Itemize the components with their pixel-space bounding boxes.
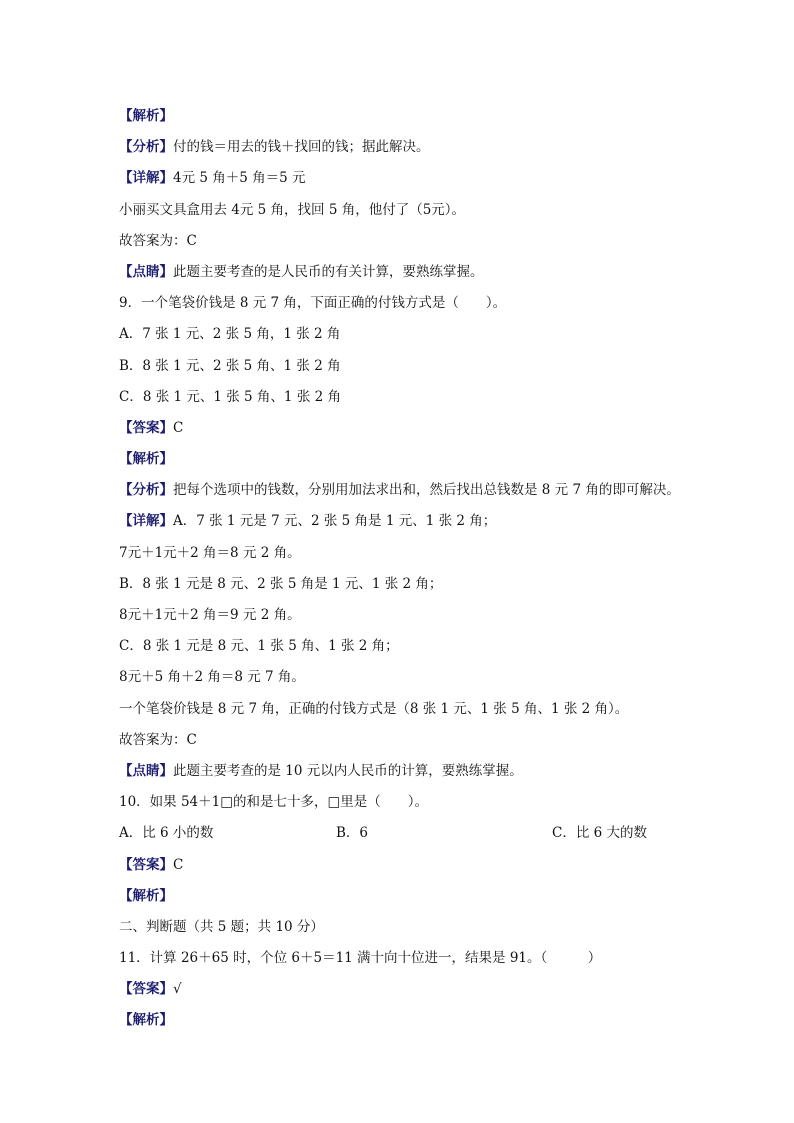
calc-line: 8元＋5 角＋2 角＝8 元 7 角。 xyxy=(119,669,305,686)
question-10-options xyxy=(119,818,709,849)
question-11: 11．计算 26＋65 时，个位 6＋5＝11 满十向十位进一，结果是 91。（ ） xyxy=(119,950,602,967)
question-9-option-c: C．8 张 1 元、1 张 5 角、1 张 2 角 xyxy=(119,388,341,405)
question-9: 9．一个笔袋价钱是 8 元 7 角，下面正确的付钱方式是（ ）。 xyxy=(119,295,507,312)
body-line: 小丽买文具盒用去 4元 5 角，找回 5 角，他付了（5元）。 xyxy=(119,201,466,218)
analysis-heading-1: 【解析】 xyxy=(119,108,173,124)
detail-line: 【详解】A．7 张 1 元是 7 元、2 张 5 角是 1 元、1 张 2 角； xyxy=(119,513,497,530)
question-10-option-a: A．比 6 小的数 xyxy=(119,825,214,842)
question-10-option-c: C．比 6 大的数 xyxy=(552,825,648,842)
detail-line: B．8 张 1 元是 8 元、2 张 5 角是 1 元、1 张 2 角； xyxy=(119,575,443,592)
analysis-heading-2: 【解析】 xyxy=(119,451,173,468)
analysis-line: 【分析】把每个选项中的钱数，分别用加法求出和，然后找出总钱数是 8 元 7 角的即可解决。 xyxy=(119,482,680,499)
comment-line: 【点睛】此题主要考查的是人民币的有关计算，要熟练掌握。 xyxy=(119,263,484,280)
answer-conclusion: 故答案为：C xyxy=(119,232,197,249)
analysis-heading-4: 【解析】 xyxy=(119,1012,173,1029)
answer-line: 【答案】√ xyxy=(119,981,182,998)
calc-line: 8元＋1元＋2 角＝9 元 2 角。 xyxy=(119,607,301,623)
question-9-option-a: A．7 张 1 元、2 张 5 角，1 张 2 角 xyxy=(119,326,341,343)
comment-line: 【点睛】此题主要考查的是 10 元以内人民币的计算，要熟练掌握。 xyxy=(119,762,523,779)
document-page xyxy=(119,101,709,1037)
analysis-heading-3: 【解析】 xyxy=(119,887,173,904)
body-line: 一个笔袋价钱是 8 元 7 角，正确的付钱方式是（8 张 1 元、1 张 5 角、1 张 2 角）。 xyxy=(119,700,629,717)
answer-conclusion: 故答案为：C xyxy=(119,731,197,748)
analysis-line: 【分析】付的钱＝用去的钱＋找回的钱；据此解决。 xyxy=(119,139,430,156)
detail-line: C．8 张 1 元是 8 元、1 张 5 角、1 张 2 角； xyxy=(119,638,399,655)
question-10: 10．如果 54＋1□的和是七十多，□里是（ ）。 xyxy=(119,794,428,811)
detail-line: 【详解】4元 5 角＋5 角＝5 元 xyxy=(119,170,306,187)
question-9-option-b: B．8 张 1 元、2 张 5 角、1 张 2 角 xyxy=(119,357,341,374)
calc-line: 7元＋1元＋2 角＝8 元 2 角。 xyxy=(119,544,301,561)
section-heading: 二、判断题（共 5 题；共 10 分） xyxy=(119,918,324,935)
answer-line: 【答案】C xyxy=(119,419,184,436)
answer-line: 【答案】C xyxy=(119,856,184,873)
question-10-option-b: B．6 xyxy=(336,825,369,842)
